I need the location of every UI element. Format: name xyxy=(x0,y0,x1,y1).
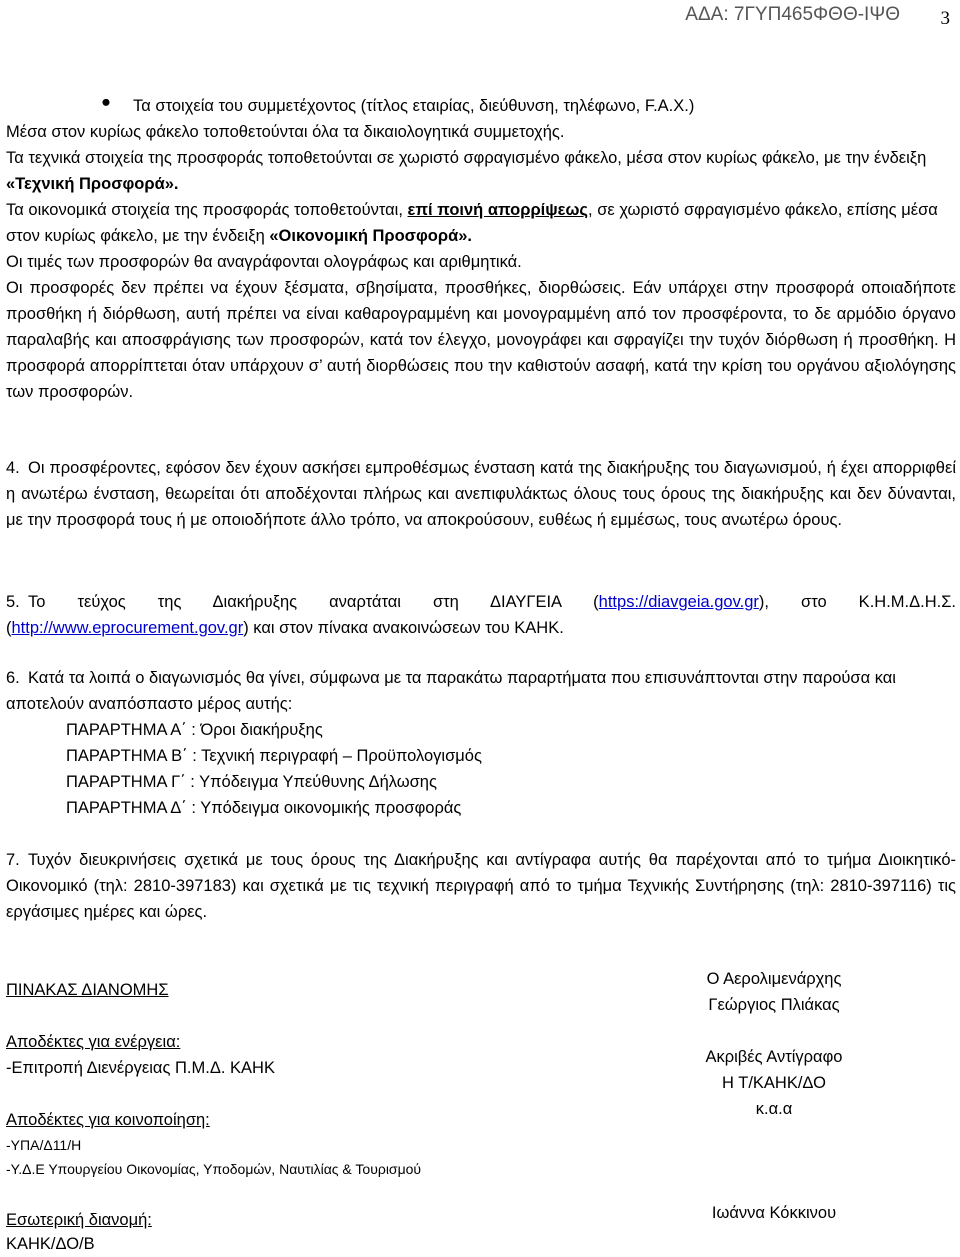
certified-copy-office: Η Τ/ΚΑΗΚ/ΔΟ xyxy=(722,1074,826,1092)
paragraph-technical xyxy=(6,145,956,197)
internal-distribution-label: Εσωτερική διανομή: xyxy=(6,1211,152,1229)
annex-c: ΠΑΡΑΡΤΗΜΑ Γ΄ : Υπόδειγμα Υπεύθυνης Δήλωσης xyxy=(66,773,437,791)
item-6-number: 6. xyxy=(6,669,20,687)
notify-recipients-label: Αποδέκτες για κοινοποίηση: xyxy=(6,1111,210,1129)
action-recipient: -Επιτροπή Διενέργειας Π.Μ.Δ. ΚΑΗΚ xyxy=(6,1059,275,1077)
item-5-text-c: ) και στον πίνακα ανακοινώσεων του ΚΑΗΚ. xyxy=(243,619,564,637)
financial-offer-label: «Οικονομική Προσφορά». xyxy=(269,227,472,245)
notify-recipient-1: -ΥΠΑ/Δ11/Η xyxy=(6,1137,82,1153)
annex-d: ΠΑΡΑΡΤΗΜΑ Δ΄ : Υπόδειγμα οικονομικής προσφοράς xyxy=(66,799,462,817)
paragraph-financial xyxy=(6,197,956,249)
item-6-text: Κατά τα λοιπά ο διαγωνισμός θα γίνει, σύμφωνα με τα παρακάτω παραρτήματα που επισυνάπτονται στην παρούσα και αποτελούν αναπόσπαστο μέρος αυτής: xyxy=(6,669,896,713)
action-recipients-label: Αποδέκτες για ενέργεια: xyxy=(6,1033,181,1051)
item-5-number: 5. xyxy=(6,593,20,611)
rejection-penalty: επί ποινή απορρίψεως xyxy=(407,201,589,219)
item-5-text-b: ), στο Κ.Η.Μ.Δ.Η.Σ. ( xyxy=(6,593,956,637)
item-5-text-a: Το τεύχος της Διακήρυξης αναρτάται στη ΔΙΑΥΓΕΙΑ ( xyxy=(28,593,599,611)
item-5 xyxy=(6,589,956,641)
item-7 xyxy=(6,847,956,925)
technical-offer-label: «Τεχνική Προσφορά». xyxy=(6,175,179,193)
annex-a: ΠΑΡΑΡΤΗΜΑ Α΄ : Όροι διακήρυξης xyxy=(66,721,323,739)
paragraph-financial-text-b: , σε χωριστό σφραγισμένο φάκελο, επίσης μέσα στον κυρίως φάκελο, με την ένδειξη xyxy=(6,201,938,245)
signatory-name: Γεώργιος Πλιάκας xyxy=(708,996,840,1014)
annex-b: ΠΑΡΑΡΤΗΜΑ Β΄ : Τεχνική περιγραφή – Προϋπολογισμός xyxy=(66,747,482,765)
page-number: 3 xyxy=(940,8,950,29)
item-4-number: 4. xyxy=(6,459,20,477)
ada-code: ΑΔΑ: 7ΓΥΠ465ΦΘΘ-ΙΨΘ xyxy=(685,4,900,25)
paragraph-corrections: Οι προσφορές δεν πρέπει να έχουν ξέσματα, σβησίματα, προσθήκες, διορθώσεις. Εάν υπάρχει στην προσφορά οποιαδήποτε προσθήκη ή διόρθωση, αυτή πρέπει να είναι καθαρογραμμένη και μονογραμμένη από τον προσφέροντα, το δε αρμόδιο όργανο παραλαβής και αποσφράγισης των προσφορών, κατά τον έλεγχο, μονογράφει και σφραγίζει την τυχόν διόρθωση ή προσθήκη. Η προσφορά απορρίπτεται όταν υπάρχουν σ’ αυτή διορθώσεις που την καθιστούν ασαφή, κατά την κρίση του οργάνου αξιολόγησης των προσφορών. xyxy=(6,279,956,401)
paragraph-prices: Οι τιμές των προσφορών θα αναγράφονται ολογράφως και αριθμητικά. xyxy=(6,253,522,271)
item-7-number: 7. xyxy=(6,851,20,869)
item-6 xyxy=(6,665,956,717)
certified-copy-abbr: κ.α.α xyxy=(755,1100,793,1118)
paragraph-envelope: Μέσα στον κυρίως φάκελο τοποθετούνται όλα τα δικαιολογητικά συμμετοχής. xyxy=(6,123,565,141)
signatory-role: Ο Αερολιμενάρχης xyxy=(706,970,842,988)
paragraph-technical-text: Τα τεχνικά στοιχεία της προσφοράς τοποθετούνται σε χωριστό σφραγισμένο φάκελο, μέσα στον κυρίως φάκελο, με την ένδειξη xyxy=(6,149,927,167)
item-4 xyxy=(6,455,956,533)
eprocurement-link[interactable]: http://www.eprocurement.gov.gr xyxy=(11,619,244,637)
paragraph-financial-text-a: Τα οικονομικά στοιχεία της προσφοράς τοποθετούνται, xyxy=(6,201,408,219)
bullet-icon: ● xyxy=(101,93,111,111)
bullet-line: Τα στοιχεία του συμμετέχοντος (τίτλος εταιρίας, διεύθυνση, τηλέφωνο, F.A.X.) xyxy=(133,97,695,115)
certified-copy: Ακριβές Αντίγραφο xyxy=(705,1048,843,1066)
internal-recipient: ΚΑΗΚ/ΔΟ/Β xyxy=(6,1235,95,1253)
certified-copy-name: Ιωάννα Κόκκινου xyxy=(711,1204,837,1222)
item-4-text: Οι προσφέροντες, εφόσον δεν έχουν ασκήσει εμπροθέσμως ένσταση κατά της διακήρυξης του διαγωνισμού, ή έχει απορριφθεί η ανωτέρω ένσταση, θεωρείται ότι αποδέχονται πλήρως και ανεπιφυλάκτως όλους τους όρους της διακήρυξης και δεν δύνανται, με την προσφορά τους ή με οποιοδήποτε άλλο τρόπο, να αποκρούσουν, ευθέως ή εμμέσως, τους ανωτέρω όρους. xyxy=(6,459,956,529)
distribution-title: ΠΙΝΑΚΑΣ ΔΙΑΝΟΜΗΣ xyxy=(6,981,169,999)
diavgeia-link[interactable]: https://diavgeia.gov.gr xyxy=(598,593,759,611)
notify-recipient-2: -Υ.Δ.Ε Υπουργείου Οικονομίας, Υποδομών, Ναυτιλίας & Τουρισμού xyxy=(6,1161,422,1177)
item-7-text: Τυχόν διευκρινήσεις σχετικά με τους όρους της Διακήρυξης και αντίγραφα αυτής θα παρέχονται από το τμήμα Διοικητικό-Οικονομικό (τηλ: 2810-397183) και σχετικά με τις τεχνική περιγραφή από το τμήμα Τεχνικής Συντήρησης (τηλ: 2810-397116) τις εργάσιμες ημέρες και ώρες. xyxy=(6,851,956,921)
